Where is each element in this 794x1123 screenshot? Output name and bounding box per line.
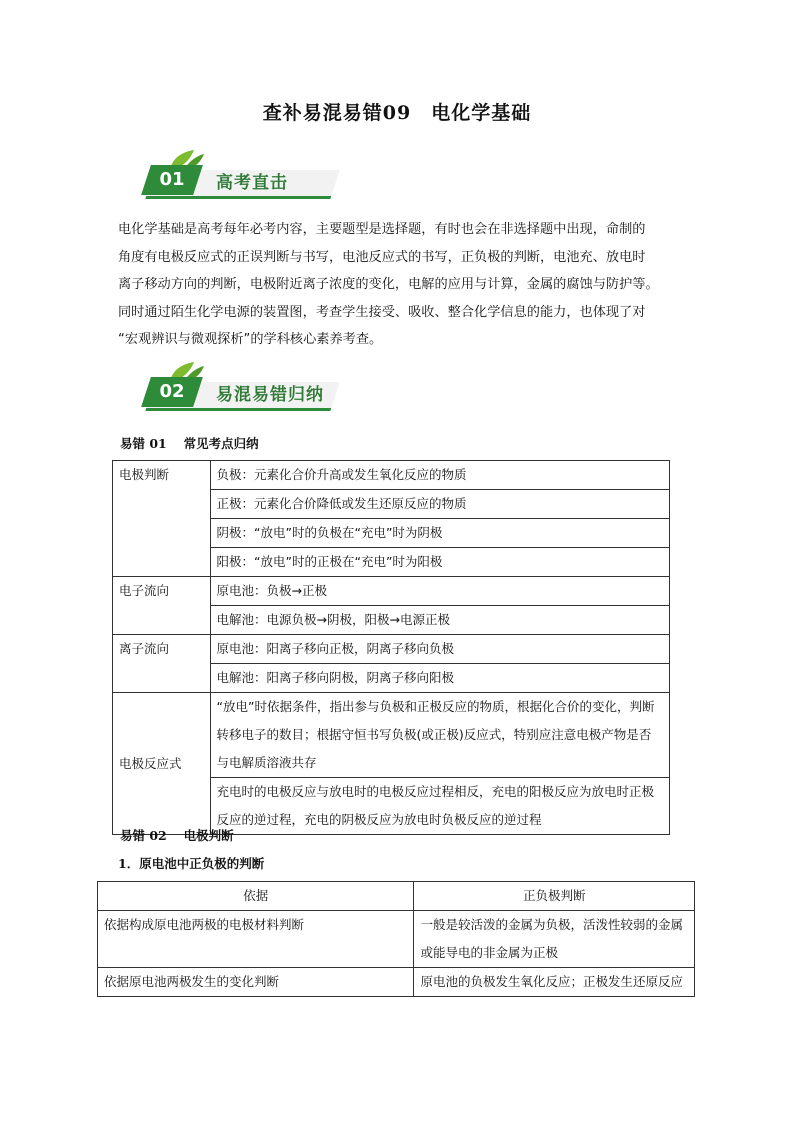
item-cell: “放电”时依据条件，指出参与负极和正极反应的物质，根据化合价的变化，判断转移电子的数目；根据守恒书写负极(或正极)反应式，特别应注意电极产物是否与电解质溶液共存: [210, 693, 669, 778]
table-row: [113, 461, 670, 490]
column-header: 正负极判断: [414, 882, 695, 911]
table-cell: 依据原电池两极发生的变化判断: [98, 968, 414, 997]
category-cell: 电子流向: [113, 577, 211, 635]
category-cell: 电极反应式: [113, 693, 211, 835]
banner-number: 01: [159, 169, 185, 190]
section-banner-01: [136, 148, 336, 198]
item-cell: 原电池：阳离子移向正极，阴离子移向负极: [210, 635, 669, 664]
item-cell: 负极：元素化合价升高或发生氧化反应的物质: [210, 461, 669, 490]
table-row: [98, 911, 695, 968]
table-cell: 原电池的负极发生氧化反应；正极发生还原反应: [414, 968, 695, 997]
banner-label: 高考直击: [216, 173, 288, 193]
item-cell: 电解池：电源负极→阴极，阳极→电源正极: [210, 606, 669, 635]
item-cell: 充电时的电极反应与放电时的电极反应过程相反，充电的阳极反应为放电时正极反应的逆过程，充电的阴极反应为放电时负极反应的逆过程: [210, 778, 669, 835]
category-cell: 电极判断: [113, 461, 211, 577]
intro-line: 电化学基础是高考每年必考内容，主要题型是选择题，有时也会在非选择题中出现，命制的: [118, 222, 646, 237]
banner-number-box: [141, 165, 203, 195]
table-cell: 一般是较活泼的金属为负极，活泼性较弱的金属或能导电的非金属为正极: [414, 911, 695, 968]
banner-label: 易混易错归纳: [216, 385, 324, 405]
section-banner-02: [136, 360, 336, 410]
table-row: [113, 693, 670, 778]
table-row: [98, 968, 695, 997]
intro-line: 角度有电极反应式的正误判断与书写，电池反应式的书写，正负极的判断，电池充、放电时: [118, 249, 646, 265]
table2-subheading: 1．原电池中正负极的判断: [118, 856, 265, 871]
table-row: [113, 577, 670, 606]
column-header: 依据: [98, 882, 414, 911]
table-row: [113, 635, 670, 664]
table-header-row: [98, 882, 695, 911]
page-title: 查补易混易错09 电化学基础: [262, 102, 532, 124]
item-cell: 阴极：“放电”时的负极在“充电”时为阴极: [210, 519, 669, 548]
table-cell: 依据构成原电池两极的电极材料判断: [98, 911, 414, 968]
item-cell: 电解池：阳离子移向阴极，阴离子移向阳极: [210, 664, 669, 693]
category-cell: 离子流向: [113, 635, 211, 693]
item-cell: 正极：元素化合价降低或发生还原反应的物质: [210, 490, 669, 519]
intro-line: 离子移动方向的判断，电极附近离子浓度的变化，电解的应用与计算，金属的腐蚀与防护等。: [118, 277, 659, 292]
item-cell: 阳极：“放电”时的正极在“充电”时为阳极: [210, 548, 669, 577]
item-cell: 原电池：负极→正极: [210, 577, 669, 606]
table2-heading: 易错 02 电极判断: [120, 828, 234, 843]
intro-paragraph: [118, 216, 678, 354]
summary-table: [112, 460, 670, 835]
electrode-judgment-table: [97, 881, 695, 997]
banner-number: 02: [159, 381, 185, 402]
intro-line: “宏观辨识与微观探析”的学科核心素养考查。: [118, 332, 383, 347]
banner-number-box: [141, 377, 203, 407]
intro-line: 同时通过陌生化学电源的装置图，考查学生接受、吸收、整合化学信息的能力，也体现了对: [118, 304, 646, 320]
table1-heading: 易错 01 常见考点归纳: [120, 436, 259, 451]
